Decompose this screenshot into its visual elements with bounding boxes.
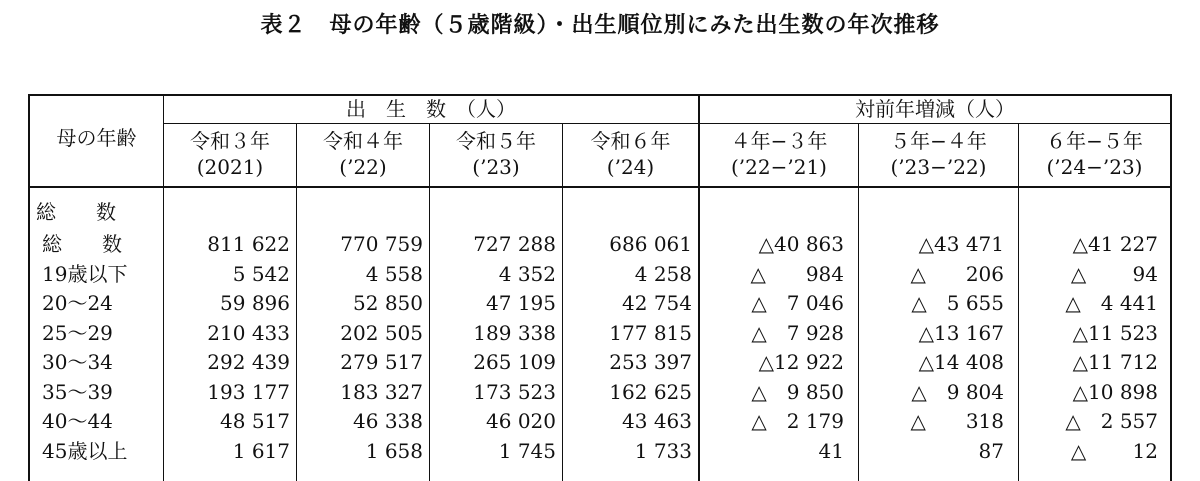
col-header-top: ４年−３年 xyxy=(730,129,828,153)
group-header-change: 対前年増減（人） xyxy=(855,97,1015,121)
col-header-top: 令和５年 xyxy=(456,129,536,153)
table-cell: 253 397 xyxy=(609,350,692,374)
rule-right xyxy=(1170,94,1172,481)
rule-group xyxy=(164,123,1172,124)
col-header-bottom: (’23−’22) xyxy=(890,155,987,179)
table-cell: 183 327 xyxy=(340,379,423,404)
table-cell: △ 7 046 xyxy=(751,291,844,315)
row-label: 総 数 xyxy=(42,232,122,256)
row-label: 35～39 xyxy=(42,379,113,404)
row-label: 19歳以下 xyxy=(42,261,128,286)
table-cell: △10 898 xyxy=(1072,379,1158,404)
table-cell: 41 xyxy=(818,438,844,463)
rule-group-divider xyxy=(698,94,700,481)
rule-top xyxy=(28,94,1172,96)
table-cell: △12 922 xyxy=(758,350,844,374)
section-label: 総 数 xyxy=(36,200,116,224)
table-cell: 46 338 xyxy=(353,409,423,433)
table-cell: △ 206 xyxy=(910,261,1004,286)
row-label: 45歳以上 xyxy=(42,438,128,463)
table-cell: △ 2 557 xyxy=(1065,409,1158,433)
rule-label xyxy=(163,94,164,481)
col-header-top: 令和４年 xyxy=(323,129,403,153)
table-cell: 193 177 xyxy=(207,379,290,404)
table-cell: 46 020 xyxy=(486,409,556,433)
table-title: 表２ 母の年齢（５歳階級）・出生順位別にみた出生数の年次推移 xyxy=(260,13,940,38)
table-cell: 5 542 xyxy=(232,261,290,286)
row-label: 20～24 xyxy=(42,291,113,315)
table-cell: 4 558 xyxy=(365,261,423,286)
table-cell: 686 061 xyxy=(609,232,692,256)
table-cell: △ 2 179 xyxy=(751,409,844,433)
col-header-bottom: (’22−’21) xyxy=(731,155,827,179)
col-header-top: 令和６年 xyxy=(590,129,671,153)
col-header-top: ６年−５年 xyxy=(1046,129,1143,153)
table-cell: 1 658 xyxy=(365,438,423,463)
col-header-bottom: (’24−’23) xyxy=(1046,155,1143,179)
table-cell: △ 94 xyxy=(1070,261,1158,286)
row-label: 30～34 xyxy=(42,350,113,374)
table-cell: 4 258 xyxy=(634,261,692,286)
row-label: 40～44 xyxy=(42,409,113,433)
table-cell: △ 9 850 xyxy=(751,379,844,404)
table-cell: 52 850 xyxy=(353,291,423,315)
table-cell: △ 9 804 xyxy=(911,379,1004,404)
table-cell: 59 896 xyxy=(220,291,290,315)
table-cell: 1 745 xyxy=(498,438,556,463)
table-cell: 292 439 xyxy=(207,350,290,374)
col-header-top: ５年−４年 xyxy=(890,129,987,153)
col-header-bottom: (2021) xyxy=(196,155,264,179)
table-cell: 210 433 xyxy=(207,320,290,345)
table-cell: △ 5 655 xyxy=(911,291,1004,315)
births-table xyxy=(28,94,1172,481)
table-cell: △11 712 xyxy=(1072,350,1158,374)
table-cell: △11 523 xyxy=(1072,320,1158,345)
col-header-bottom: (’24) xyxy=(606,155,655,179)
table-cell: 1 733 xyxy=(634,438,692,463)
table-cell: △14 408 xyxy=(918,350,1004,374)
table-cell: 173 523 xyxy=(473,379,556,404)
table-cell: 279 517 xyxy=(340,350,423,374)
table-cell: 87 xyxy=(978,438,1004,463)
col-header-bottom: (’23) xyxy=(472,155,520,179)
table-cell: △ 984 xyxy=(750,261,844,286)
table-cell: 42 754 xyxy=(622,291,692,315)
table-cell: 177 815 xyxy=(609,320,692,345)
table-cell: 1 617 xyxy=(232,438,290,463)
table-cell: △13 167 xyxy=(918,320,1004,345)
group-header-births: 出 生 数 （人） xyxy=(346,97,516,121)
table-cell: 43 463 xyxy=(622,409,692,433)
table-cell: 48 517 xyxy=(220,409,290,433)
table-cell: △41 227 xyxy=(1072,232,1158,256)
table-cell: 162 625 xyxy=(609,379,692,404)
table-cell: 189 338 xyxy=(473,320,556,345)
col-header-top: 令和３年 xyxy=(190,129,270,153)
rule-left xyxy=(28,94,30,481)
table-cell: △ 7 928 xyxy=(751,320,844,345)
table-cell: △40 863 xyxy=(758,232,844,256)
table-cell: 811 622 xyxy=(207,232,290,256)
table-cell: △ 12 xyxy=(1070,438,1158,463)
table-cell: △ 4 441 xyxy=(1065,291,1158,315)
table-cell: △43 471 xyxy=(918,232,1004,256)
table-cell: 265 109 xyxy=(473,350,556,374)
row-label-header: 母の年齢 xyxy=(56,126,137,150)
table-cell: 202 505 xyxy=(340,320,423,345)
table-cell: 770 759 xyxy=(340,232,423,256)
table-cell: △ 318 xyxy=(910,409,1004,433)
row-label: 25～29 xyxy=(42,320,113,345)
table-cell: 47 195 xyxy=(486,291,556,315)
table-cell: 4 352 xyxy=(498,261,556,286)
col-header-bottom: (’22) xyxy=(339,155,387,179)
table-cell: 727 288 xyxy=(473,232,556,256)
rule-header xyxy=(28,186,1172,188)
